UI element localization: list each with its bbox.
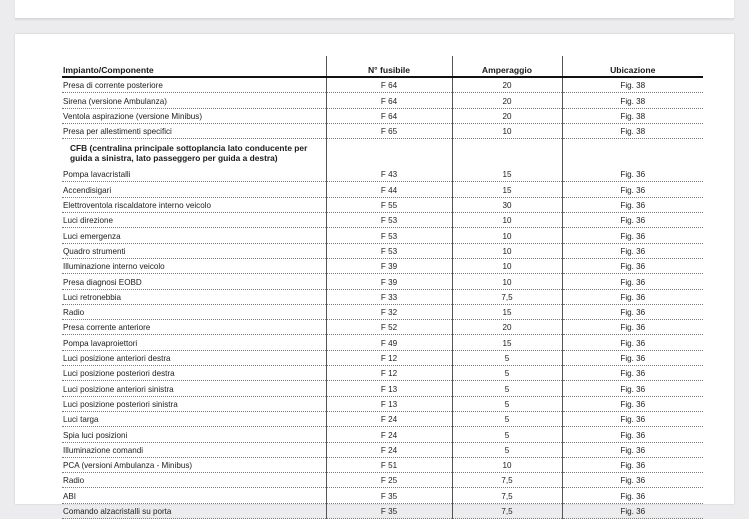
table-row (62, 350, 703, 365)
cell-amperage: 10 (452, 457, 562, 472)
cell-location: Fig. 36 (562, 213, 703, 228)
section-empty-cell (452, 139, 562, 168)
table-row (62, 167, 703, 182)
table-row (62, 123, 703, 138)
section-row (62, 139, 703, 168)
table-row (62, 442, 703, 457)
cell-amperage: 15 (452, 167, 562, 182)
cell-fuse-number: F 53 (326, 228, 452, 243)
cell-component: Presa diagnosi EOBD (62, 274, 326, 289)
cell-location: Fig. 36 (562, 503, 703, 518)
header-location: Ubicazione (562, 56, 703, 77)
cell-component: Quadro strumenti (62, 243, 326, 258)
cell-component: Luci targa (62, 411, 326, 426)
cell-fuse-number: F 35 (326, 488, 452, 503)
cell-amperage: 5 (452, 411, 562, 426)
cell-component: Pompa lavacristalli (62, 167, 326, 182)
cell-fuse-number: F 51 (326, 457, 452, 472)
cell-location: Fig. 36 (562, 274, 703, 289)
cell-amperage: 10 (452, 243, 562, 258)
cell-amperage: 7,5 (452, 289, 562, 304)
cell-amperage: 7,5 (452, 503, 562, 518)
cell-fuse-number: F 55 (326, 197, 452, 212)
cell-location: Fig. 36 (562, 427, 703, 442)
cell-location: Fig. 36 (562, 197, 703, 212)
cell-component: Sirena (versione Ambulanza) (62, 93, 326, 108)
cell-amperage: 30 (452, 197, 562, 212)
cell-fuse-number: F 43 (326, 167, 452, 182)
cell-amperage: 10 (452, 258, 562, 273)
cell-fuse-number: F 44 (326, 182, 452, 197)
cell-fuse-number: F 64 (326, 93, 452, 108)
cell-location: Fig. 36 (562, 304, 703, 319)
cell-fuse-number: F 33 (326, 289, 452, 304)
table-row (62, 473, 703, 488)
cell-fuse-number: F 32 (326, 304, 452, 319)
section-title: CFB (centralina principale sottoplancia lato conducente per guida a sinistra, lato passeggero per guida a destra) (62, 139, 326, 168)
cell-amperage: 5 (452, 442, 562, 457)
cell-fuse-number: F 53 (326, 213, 452, 228)
cell-location: Fig. 36 (562, 381, 703, 396)
cell-fuse-number: F 39 (326, 274, 452, 289)
cell-fuse-number: F 49 (326, 335, 452, 350)
cell-location: Fig. 36 (562, 243, 703, 258)
cell-location: Fig. 36 (562, 258, 703, 273)
table-row (62, 243, 703, 258)
cell-component: Presa corrente anteriore (62, 320, 326, 335)
cell-amperage: 7,5 (452, 473, 562, 488)
cell-component: Spia luci posizioni (62, 427, 326, 442)
cell-component: PCA (versioni Ambulanza - Minibus) (62, 457, 326, 472)
previous-page-edge (15, 0, 734, 19)
header-fuse-number: N° fusibile (326, 56, 452, 77)
cell-amperage: 20 (452, 93, 562, 108)
cell-location: Fig. 36 (562, 442, 703, 457)
cell-component: Presa per allestimenti specifici (62, 123, 326, 138)
cell-location: Fig. 36 (562, 167, 703, 182)
cell-location: Fig. 36 (562, 366, 703, 381)
cell-location: Fig. 36 (562, 473, 703, 488)
section-empty-cell (562, 139, 703, 168)
cell-amperage: 20 (452, 108, 562, 123)
table-body (62, 77, 703, 519)
cell-fuse-number: F 24 (326, 442, 452, 457)
cell-fuse-number: F 64 (326, 108, 452, 123)
cell-component: Luci direzione (62, 213, 326, 228)
table-row (62, 93, 703, 108)
cell-fuse-number: F 12 (326, 350, 452, 365)
header-amperage: Amperaggio (452, 56, 562, 77)
cell-component: Luci posizione anteriori sinistra (62, 381, 326, 396)
cell-location: Fig. 36 (562, 228, 703, 243)
cell-fuse-number: F 13 (326, 381, 452, 396)
cell-fuse-number: F 35 (326, 503, 452, 518)
cell-fuse-number: F 13 (326, 396, 452, 411)
cell-component: Comando alzacristalli su porta (62, 503, 326, 518)
cell-component: Radio (62, 304, 326, 319)
cell-amperage: 5 (452, 350, 562, 365)
cell-location: Fig. 36 (562, 457, 703, 472)
cell-amperage: 7,5 (452, 488, 562, 503)
table-header-row (62, 56, 703, 77)
cell-location: Fig. 36 (562, 488, 703, 503)
cell-component: Radio (62, 473, 326, 488)
cell-amperage: 5 (452, 366, 562, 381)
cell-component: Luci posizione anteriori destra (62, 350, 326, 365)
cell-amperage: 20 (452, 320, 562, 335)
table-row (62, 503, 703, 518)
cell-amperage: 15 (452, 182, 562, 197)
table-row (62, 258, 703, 273)
table-row (62, 411, 703, 426)
table-row (62, 427, 703, 442)
cell-location: Fig. 36 (562, 396, 703, 411)
cell-component: Illuminazione interno veicolo (62, 258, 326, 273)
cell-component: Luci emergenza (62, 228, 326, 243)
cell-fuse-number: F 65 (326, 123, 452, 138)
cell-amperage: 10 (452, 228, 562, 243)
table-row (62, 182, 703, 197)
table-row (62, 335, 703, 350)
cell-component: ABI (62, 488, 326, 503)
cell-fuse-number: F 24 (326, 427, 452, 442)
cell-amperage: 10 (452, 213, 562, 228)
cell-location: Fig. 36 (562, 320, 703, 335)
cell-location: Fig. 36 (562, 350, 703, 365)
table-row (62, 274, 703, 289)
cell-component: Presa di corrente posteriore (62, 77, 326, 93)
cell-fuse-number: F 12 (326, 366, 452, 381)
table-row (62, 320, 703, 335)
cell-component: Luci posizione posteriori destra (62, 366, 326, 381)
cell-location: Fig. 38 (562, 93, 703, 108)
cell-amperage: 10 (452, 123, 562, 138)
section-empty-cell (326, 139, 452, 168)
table-row (62, 228, 703, 243)
cell-fuse-number: F 64 (326, 77, 452, 93)
cell-amperage: 20 (452, 77, 562, 93)
table-row (62, 213, 703, 228)
cell-amperage: 5 (452, 396, 562, 411)
cell-amperage: 5 (452, 427, 562, 442)
cell-fuse-number: F 39 (326, 258, 452, 273)
cell-component: Illuminazione comandi (62, 442, 326, 457)
cell-location: Fig. 38 (562, 77, 703, 93)
cell-component: Accendisigari (62, 182, 326, 197)
fuse-table (62, 56, 703, 519)
cell-location: Fig. 38 (562, 123, 703, 138)
cell-fuse-number: F 52 (326, 320, 452, 335)
cell-amperage: 5 (452, 381, 562, 396)
table-row (62, 457, 703, 472)
cell-fuse-number: F 53 (326, 243, 452, 258)
cell-location: Fig. 38 (562, 108, 703, 123)
cell-amperage: 10 (452, 274, 562, 289)
cell-fuse-number: F 25 (326, 473, 452, 488)
cell-component: Pompa lavaproiettori (62, 335, 326, 350)
document-page (15, 34, 734, 517)
cell-component: Elettroventola riscaldatore interno veicolo (62, 197, 326, 212)
table-row (62, 396, 703, 411)
table-row (62, 366, 703, 381)
cell-location: Fig. 36 (562, 411, 703, 426)
cell-fuse-number: F 24 (326, 411, 452, 426)
header-component: Impianto/Componente (62, 56, 326, 77)
cell-amperage: 15 (452, 335, 562, 350)
table-row (62, 488, 703, 503)
table-row (62, 108, 703, 123)
cell-amperage: 15 (452, 304, 562, 319)
table-row (62, 197, 703, 212)
cell-component: Luci retronebbia (62, 289, 326, 304)
table-row (62, 381, 703, 396)
cell-location: Fig. 36 (562, 289, 703, 304)
cell-component: Ventola aspirazione (versione Minibus) (62, 108, 326, 123)
table-row (62, 304, 703, 319)
table-row (62, 77, 703, 93)
table-row (62, 289, 703, 304)
cell-component: Luci posizione posteriori sinistra (62, 396, 326, 411)
cell-location: Fig. 36 (562, 335, 703, 350)
cell-location: Fig. 36 (562, 182, 703, 197)
